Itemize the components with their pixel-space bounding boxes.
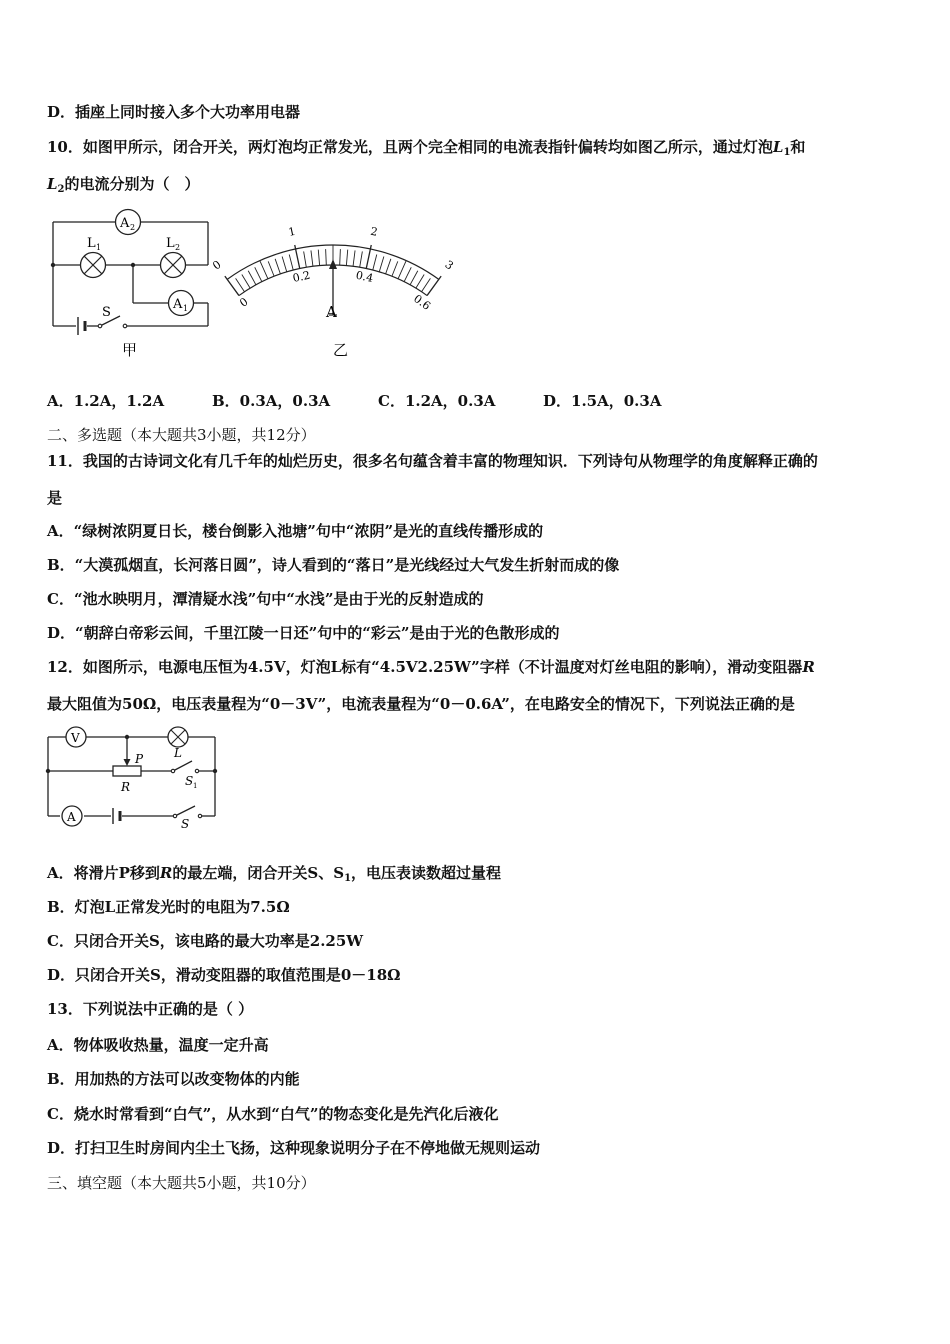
dial-tick: [373, 255, 377, 270]
ammeter-icon: [62, 806, 82, 826]
voltmeter-icon: [66, 727, 86, 747]
q12-option-a-mid: 的最左端，闭合开关S、S: [172, 864, 345, 882]
q12-option-d: D．只闭合开关S，滑动变阻器的取值范围是0－18Ω: [47, 966, 401, 984]
switch-s-label: S: [102, 305, 111, 320]
ammeter-label: A: [67, 810, 76, 824]
section-2-title: 二、多选题（本大题共3小题，共12分）: [47, 426, 316, 444]
dial-tick: [416, 274, 424, 288]
lamp-l2-icon: [161, 253, 186, 278]
q11-option-b: B．“大漠孤烟直，长河落日圆”，诗人看到的“落日”是光线经过大气发生折射而成的像: [47, 556, 620, 574]
q12-option-a-sub: 1: [344, 873, 352, 884]
ammeter-a1-icon: [169, 291, 194, 316]
q10-stem-line1: [47, 137, 805, 163]
q12-stem-line2: 最大阻值为50Ω，电压表量程为“0－3V”，电流表量程为“0－0.6A”，在电路安全的情况下，下列说法正确的是: [47, 695, 795, 713]
a1-label: A: [173, 297, 183, 312]
rheostat-icon: [113, 766, 141, 776]
q10-stem-l2: L: [47, 175, 58, 193]
l2-label: L: [166, 236, 175, 251]
dial-tick: [340, 249, 341, 265]
q13-option-c: C．烧水时常看到“白气”，从水到“白气”的物态变化是先汽化后液化: [47, 1105, 499, 1123]
dial-tick: [379, 257, 384, 272]
q12-option-a-pre: A．将滑片P移到: [47, 864, 160, 882]
dial-tick: [289, 255, 293, 270]
l1-label: L: [87, 236, 96, 251]
q12-option-a-r: R: [159, 864, 173, 882]
dial-tick: [346, 250, 347, 266]
ammeter-a2-icon: [116, 210, 141, 235]
q10-stem-text-c: 的电流分别为（ ）: [64, 175, 200, 193]
q12-circuit-diagram: [40, 724, 225, 836]
lamp-l1-icon: [81, 253, 106, 278]
dial-tick: [275, 259, 280, 274]
dial-tick: [268, 261, 274, 276]
dial-tick: [255, 267, 262, 281]
dial-terminal-label: A: [326, 303, 337, 321]
q12-option-c: C．只闭合开关S，该电路的最大功率是2.25W: [47, 932, 364, 950]
dial-lower-tick-label: 0.2: [291, 268, 312, 285]
q10-option-b: B．0.3A，0.3A: [212, 392, 331, 410]
q11-option-a: A．“绿树浓阴夏日长，楼台倒影入池塘”句中“浓阴”是光的直线传播形成的: [47, 522, 544, 540]
dial-lower-tick-label: 0: [237, 295, 251, 310]
l1-sub: 1: [96, 243, 102, 252]
dial-tick: [392, 261, 398, 276]
dial-tick: [318, 250, 319, 266]
switch-s1-label: S: [185, 774, 194, 788]
a1-sub: 1: [183, 304, 189, 313]
lamp-l-icon: [168, 727, 188, 747]
q10-option-d: D．1.5A，0.3A: [543, 392, 662, 410]
q11-option-d: D．“朝辞白帝彩云间，千里江陵一日还”句中的“彩云”是由于光的色散形成的: [47, 624, 560, 642]
q10-stem-line2: [47, 174, 200, 200]
dial-tick: [360, 251, 363, 267]
q11-stem-line1: 11．我国的古诗词文化有几千年的灿烂历史，很多名句蕴含着丰富的物理知识．下列诗句从物理学的角度解释正确的: [47, 452, 818, 470]
slider-arrow-icon: [124, 759, 131, 766]
dial-tick: [353, 250, 355, 266]
dial-upper-tick-label: 1: [287, 224, 297, 239]
q11-option-c: C．“池水映明月，潭清疑水浅”句中“水浅”是由于光的反射造成的: [47, 590, 484, 608]
figure-yi-caption: 乙: [333, 341, 349, 359]
q12-stem-text: 12．如图所示，电源电压恒为4.5V，灯泡L标有“4.5V2.25W”字样（不计温度对灯丝电阻的影响），滑动变阻器: [47, 658, 803, 676]
dial-tick: [242, 274, 250, 288]
q11-stem-line2: 是: [47, 489, 63, 507]
dial-tick: [260, 261, 268, 279]
q12-option-a-post: ，电压表读数超过量程: [351, 864, 502, 882]
q13-option-a: A．物体吸收热量，温度一定升高: [47, 1036, 269, 1054]
dial-tick: [225, 276, 239, 295]
q10-circuit-diagram: [40, 205, 225, 360]
q13-option-b: B．用加热的方法可以改变物体的内能: [47, 1070, 300, 1088]
q10-ammeter-dial: [210, 215, 456, 365]
q10-stem-l2-sub: 2: [57, 184, 65, 195]
q12-option-a: [47, 863, 501, 889]
dial-upper-tick-label: 0: [210, 257, 224, 273]
dial-tick: [427, 276, 441, 295]
dial-tick: [398, 261, 406, 279]
q12-option-b: B．灯泡L正常发光时的电阻为7.5Ω: [47, 898, 290, 916]
switch-s1-sub: 1: [193, 782, 198, 790]
dial-tick: [386, 259, 391, 274]
dial-tick: [326, 249, 327, 265]
switch-s-label: S: [181, 817, 190, 831]
q10-options: [47, 391, 661, 411]
q12-stem-r: R: [802, 658, 815, 676]
slider-p-label: P: [135, 752, 144, 766]
q13-option-d: D．打扫卫生时房间内尘土飞扬，这种现象说明分子在不停地做无规则运动: [47, 1139, 541, 1157]
q10-option-c: C．1.2A，0.3A: [378, 392, 496, 410]
section-3-title: 三、填空题（本大题共5小题，共10分）: [47, 1174, 316, 1192]
q12-stem-line1: [47, 657, 815, 677]
figure-jia-caption: 甲: [122, 341, 138, 359]
dial-tick: [404, 267, 411, 281]
q10-stem-text-a: 10．如图甲所示，闭合开关，两灯泡均正常发光，且两个完全相同的电流表指针偏转均如图乙所示，通过灯泡: [47, 138, 773, 156]
dial-tick: [282, 257, 287, 272]
q10-stem-text-b: 和: [790, 138, 806, 156]
q13-stem: 13．下列说法中正确的是（ ）: [47, 1000, 254, 1018]
dial-upper-tick-label: 2: [369, 224, 379, 239]
dial-tick: [248, 271, 256, 285]
dial-tick: [311, 250, 313, 266]
a2-label: A: [120, 216, 130, 231]
dial-lower-tick-label: 0.6: [411, 292, 433, 313]
dial-tick: [422, 278, 431, 291]
dial-tick: [410, 271, 418, 285]
needle-arrow-icon: [329, 259, 337, 269]
a2-sub: 2: [130, 223, 136, 232]
lamp-l-label: L: [174, 746, 182, 760]
dial-tick: [304, 251, 307, 267]
dial-lower-tick-label: 0.4: [354, 268, 375, 285]
l2-sub: 2: [175, 243, 181, 252]
q10-stem-l1-sub: 1: [783, 147, 791, 158]
rheostat-r-label: R: [121, 780, 131, 794]
q10-option-a: A．1.2A，1.2A: [47, 392, 165, 410]
q10-stem-l1: L: [772, 138, 784, 156]
q9-option-d: D．插座上同时接入多个大功率用电器: [47, 103, 301, 121]
voltmeter-label: V: [71, 731, 80, 745]
dial-upper-tick-label: 3: [442, 257, 456, 273]
dial-tick: [236, 278, 245, 291]
